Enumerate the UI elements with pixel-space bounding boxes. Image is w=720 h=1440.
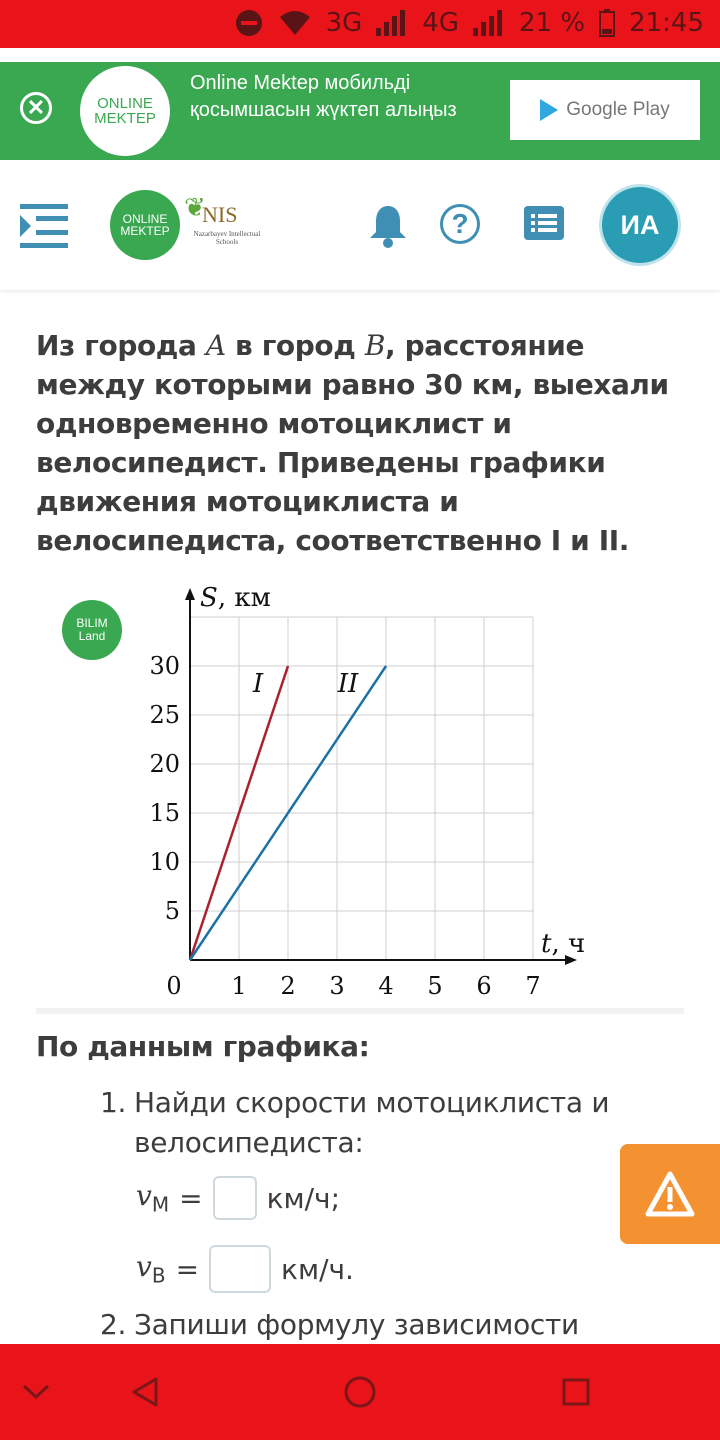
clock: 21:45: [629, 8, 704, 38]
x-tick-label: 6: [476, 972, 492, 1000]
y-tick-label: 30: [149, 652, 180, 680]
distance-time-chart: [140, 580, 600, 1010]
menu-collapse-icon[interactable]: [20, 202, 70, 250]
x-axis-label: t, ч: [541, 929, 586, 959]
nis-leaf-icon: ❦: [184, 192, 206, 222]
network-3g-label: 3G: [325, 8, 363, 38]
app-download-banner: [0, 62, 720, 160]
section-divider: [36, 1008, 684, 1014]
moto-speed-unit: км/ч;: [266, 1181, 341, 1215]
city-a: A: [205, 329, 226, 362]
chevron-down-icon[interactable]: [22, 1384, 50, 1400]
y-axis-arrow: [185, 588, 195, 600]
notification-bell-icon[interactable]: [368, 204, 408, 248]
battery-percent: 21 %: [519, 8, 586, 38]
network-4g-label: 4G: [422, 8, 459, 38]
x-tick-label: 5: [427, 972, 443, 1000]
signal-icon-2: [473, 10, 505, 36]
help-icon[interactable]: ?: [440, 204, 480, 244]
x-tick-label: 1: [231, 972, 247, 1000]
home-icon[interactable]: [344, 1376, 376, 1408]
x-tick-label: 3: [329, 972, 345, 1000]
y-axis-label: S, км: [200, 583, 271, 613]
recent-apps-icon[interactable]: [562, 1378, 590, 1406]
bike-speed-row: $v_В$ = км/ч.: [136, 1245, 354, 1293]
bike-speed-input[interactable]: [209, 1245, 271, 1293]
bike-speed-unit: км/ч.: [281, 1252, 354, 1286]
google-play-label: Google Play: [566, 99, 670, 120]
google-play-icon: [540, 99, 558, 121]
do-not-disturb-icon: [234, 8, 264, 38]
online-mektep-logo: ONLINE MEKTEP: [80, 66, 170, 156]
close-banner-icon[interactable]: ✕: [20, 92, 52, 124]
y-tick-label: 10: [149, 848, 180, 876]
x-tick-label: 7: [525, 972, 541, 1000]
user-avatar[interactable]: ИА: [602, 187, 678, 263]
top-navigation: [0, 160, 720, 290]
signal-icon: [376, 10, 408, 36]
question-text: Из города A в город B, расстояние между которыми равно 30 км, выехали одновременно мотоциклист и велосипедист. Приведены графики движения мотоциклиста и велосипедиста, соответственно I и II.: [36, 329, 669, 557]
task-list-icon[interactable]: [524, 206, 564, 240]
y-tick-label: 5: [164, 897, 180, 925]
wifi-icon: [278, 9, 312, 37]
moto-speed-label: $v_М$: [136, 1179, 170, 1217]
bilimland-watermark: BILIM Land: [62, 600, 122, 660]
nis-logo: ❦ NIS Nazarbayev Intellectual Schools: [184, 192, 261, 246]
report-problem-button[interactable]: [620, 1144, 720, 1244]
city-b: B: [364, 329, 385, 362]
moto-speed-input[interactable]: [213, 1176, 257, 1220]
series-label-i: I: [252, 669, 264, 699]
x-tick-label: 4: [378, 972, 394, 1000]
y-tick-label: 20: [149, 750, 180, 778]
system-navigation-bar: [0, 1344, 720, 1440]
moto-speed-row: $v_М$ = км/ч;: [136, 1176, 340, 1220]
battery-icon: [599, 9, 615, 37]
google-play-button[interactable]: [510, 80, 700, 140]
x-tick-label: 2: [280, 972, 296, 1000]
bike-speed-label: $v_В$: [136, 1250, 166, 1288]
origin-label: 0: [166, 972, 182, 1000]
tasks-heading: По данным графика:: [36, 1030, 370, 1063]
banner-text: Online Mektep мобильді қосымшасын жүктеп алыңыз: [190, 72, 457, 121]
series-label-ii: II: [337, 669, 359, 699]
status-bar: [0, 0, 720, 48]
y-tick-label: 25: [149, 701, 180, 729]
y-tick-label: 15: [149, 799, 180, 827]
back-icon[interactable]: [130, 1376, 160, 1408]
online-mektep-logo-header[interactable]: ONLINE MEKTEP: [110, 190, 180, 260]
